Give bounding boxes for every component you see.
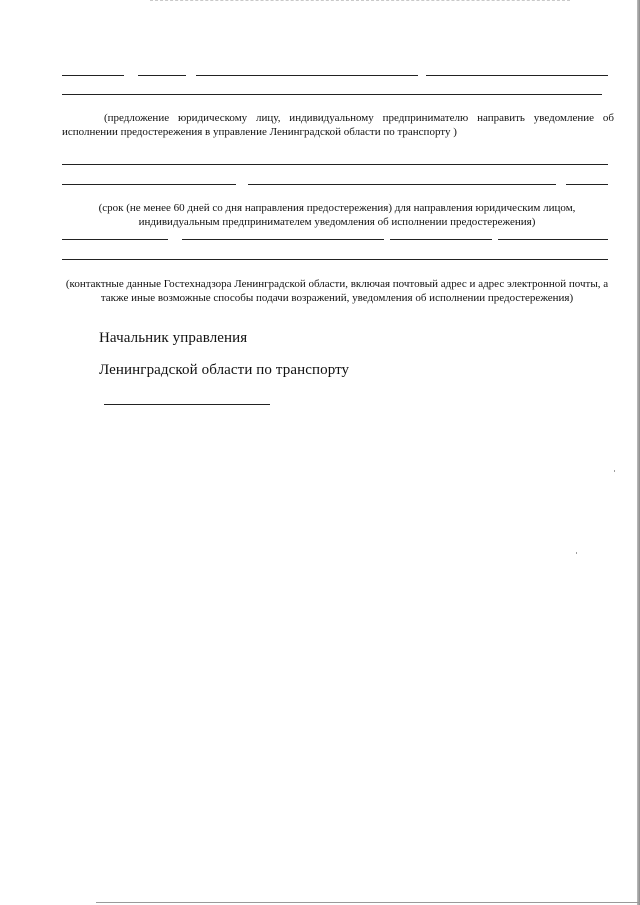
blank-line-6 <box>62 259 608 260</box>
scan-speck <box>614 470 615 472</box>
line-gap <box>384 238 390 241</box>
signature-title-line-1: Начальник управления <box>99 330 248 346</box>
blank-line-5 <box>62 239 608 240</box>
note-deadline-text: (срок (не менее 60 дней со дня направления предостережения) для направления юридическим лицом, индивидуальным предпринимателем уведомления об исполнении предостережения) <box>98 202 576 228</box>
note-contacts-text: (контактные данные Гостехнадзора Ленинградской области, включая почтовый адрес и адрес электронной почты, а также иные возможные способы подачи возражений, уведомления об исполнении предостережения) <box>65 278 609 304</box>
line-gap <box>492 238 498 241</box>
signature-title-line-2: Ленинградской области по транспорту <box>99 362 350 378</box>
note-proposal <box>62 111 614 139</box>
line-gap <box>186 74 196 77</box>
line-gap <box>556 183 566 186</box>
blank-line-3 <box>62 164 608 165</box>
line-gap <box>236 183 248 186</box>
note-proposal-text: (предложение юридическому лицу, индивидуальному предпринимателю направить уведомление об исполнении предостережения в управление Ленинградской области по транспорту ) <box>62 112 614 138</box>
blank-line-1 <box>62 75 608 76</box>
note-deadline <box>58 201 616 229</box>
blank-line-4 <box>62 184 608 185</box>
note-contacts <box>58 277 616 305</box>
scan-speck <box>576 552 577 554</box>
line-gap <box>124 74 138 77</box>
line-gap <box>418 74 426 77</box>
line-gap <box>168 238 182 241</box>
scan-artifact-bottom <box>96 902 640 903</box>
blank-line-2 <box>62 94 602 95</box>
signature-line <box>104 404 270 405</box>
scan-artifact-top <box>150 0 570 3</box>
